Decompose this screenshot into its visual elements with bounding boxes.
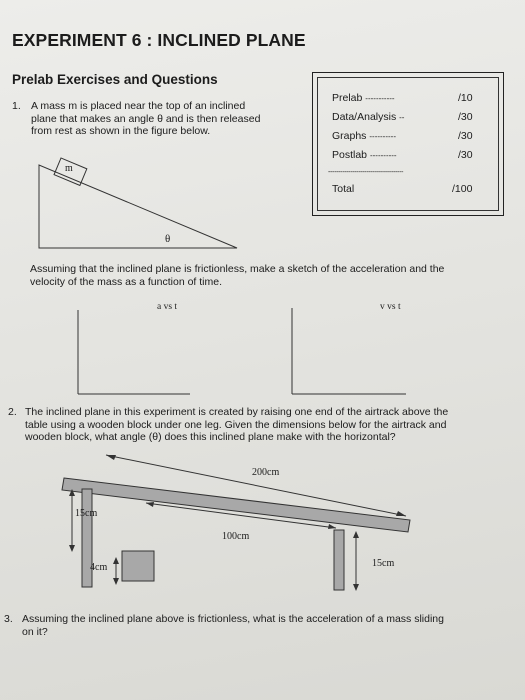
question-3-line: Assuming the inclined plane above is frictionless, what is the acceleration of a mass sliding [22,613,444,625]
plot-label-a-vs-t: a vs t [157,302,178,312]
score-row-label: Postlab [332,149,368,161]
plot-axes-a-vs-t [76,308,192,396]
score-row-leader: ----------- [365,94,395,103]
score-row-data-analysis [332,111,404,123]
question-1-line: A mass m is placed near the top of an inclined [31,100,246,112]
score-row-graphs [332,130,396,142]
question-2-number: 2. [8,406,17,418]
plot-axes-v-vs-t [290,306,408,396]
incline-triangle [39,165,237,248]
score-row-points: /30 [458,149,473,161]
score-row-points: /30 [458,130,473,142]
question-1-followup [30,263,520,288]
score-row-leader: ---------- [369,132,396,141]
right-leg-height-arrow [353,531,359,591]
score-table-inner-border [317,77,499,211]
question-2-line: The inclined plane in this experiment is created by raising one end of the airtrack above the [25,406,449,418]
angle-label: θ [165,233,171,245]
question-3-text [22,613,520,638]
question-1-line: plane that makes an angle θ and is then released [31,112,261,125]
right-leg-label: 15cm [372,558,395,569]
block-height-arrow [113,557,119,585]
score-row-label: Prelab [332,92,363,104]
block-height-label: 4cm [90,562,108,573]
score-row-postlab [332,149,397,161]
plot-label-v-vs-t: v vs t [380,302,401,312]
score-divider: ------------------------------------- [328,169,404,176]
score-row-label: Graphs [332,130,367,142]
score-row-leader: ---------- [369,151,397,160]
airtrack-board [62,478,410,532]
track-length-label: 200cm [252,467,280,478]
right-leg [334,530,344,590]
leg-span-label: 100cm [222,531,250,542]
question-1-number: 1. [12,100,21,112]
section-subtitle: Prelab Exercises and Questions [12,72,218,87]
question-2-line: table using a wooden block under one leg. Given the dimensions below for the airtrack and [25,418,447,431]
score-row-points: /30 [458,111,473,123]
page-title: EXPERIMENT 6 : INCLINED PLANE [12,30,306,50]
score-row-label: Data/Analysis [332,111,397,123]
score-row-leader: -- [399,113,405,122]
airtrack-figure [60,448,420,598]
wooden-block [122,551,154,581]
question-1-line: from rest as shown in the figure below. [31,125,211,137]
left-leg-height-arrow [69,489,75,552]
mass-label: m [65,163,73,174]
question-3-number: 3. [4,613,13,625]
question-2-line: wooden block, what angle (θ) does this inclined plane make with the horizontal? [25,431,396,443]
question-1-text [31,100,301,138]
incline-figure [30,155,245,255]
question-2-text [25,406,523,444]
score-total-points: /100 [452,183,473,195]
score-table [312,72,504,216]
score-total-label: Total [332,183,355,195]
followup-line: velocity of the mass as a function of time. [30,275,223,288]
score-row-points: /10 [458,92,473,104]
question-3-line: on it? [22,625,48,638]
score-row-prelab [332,92,395,104]
followup-line: Assuming that the inclined plane is frictionless, make a sketch of the acceleration and the [30,263,445,275]
left-leg-label: 15cm [75,508,98,519]
